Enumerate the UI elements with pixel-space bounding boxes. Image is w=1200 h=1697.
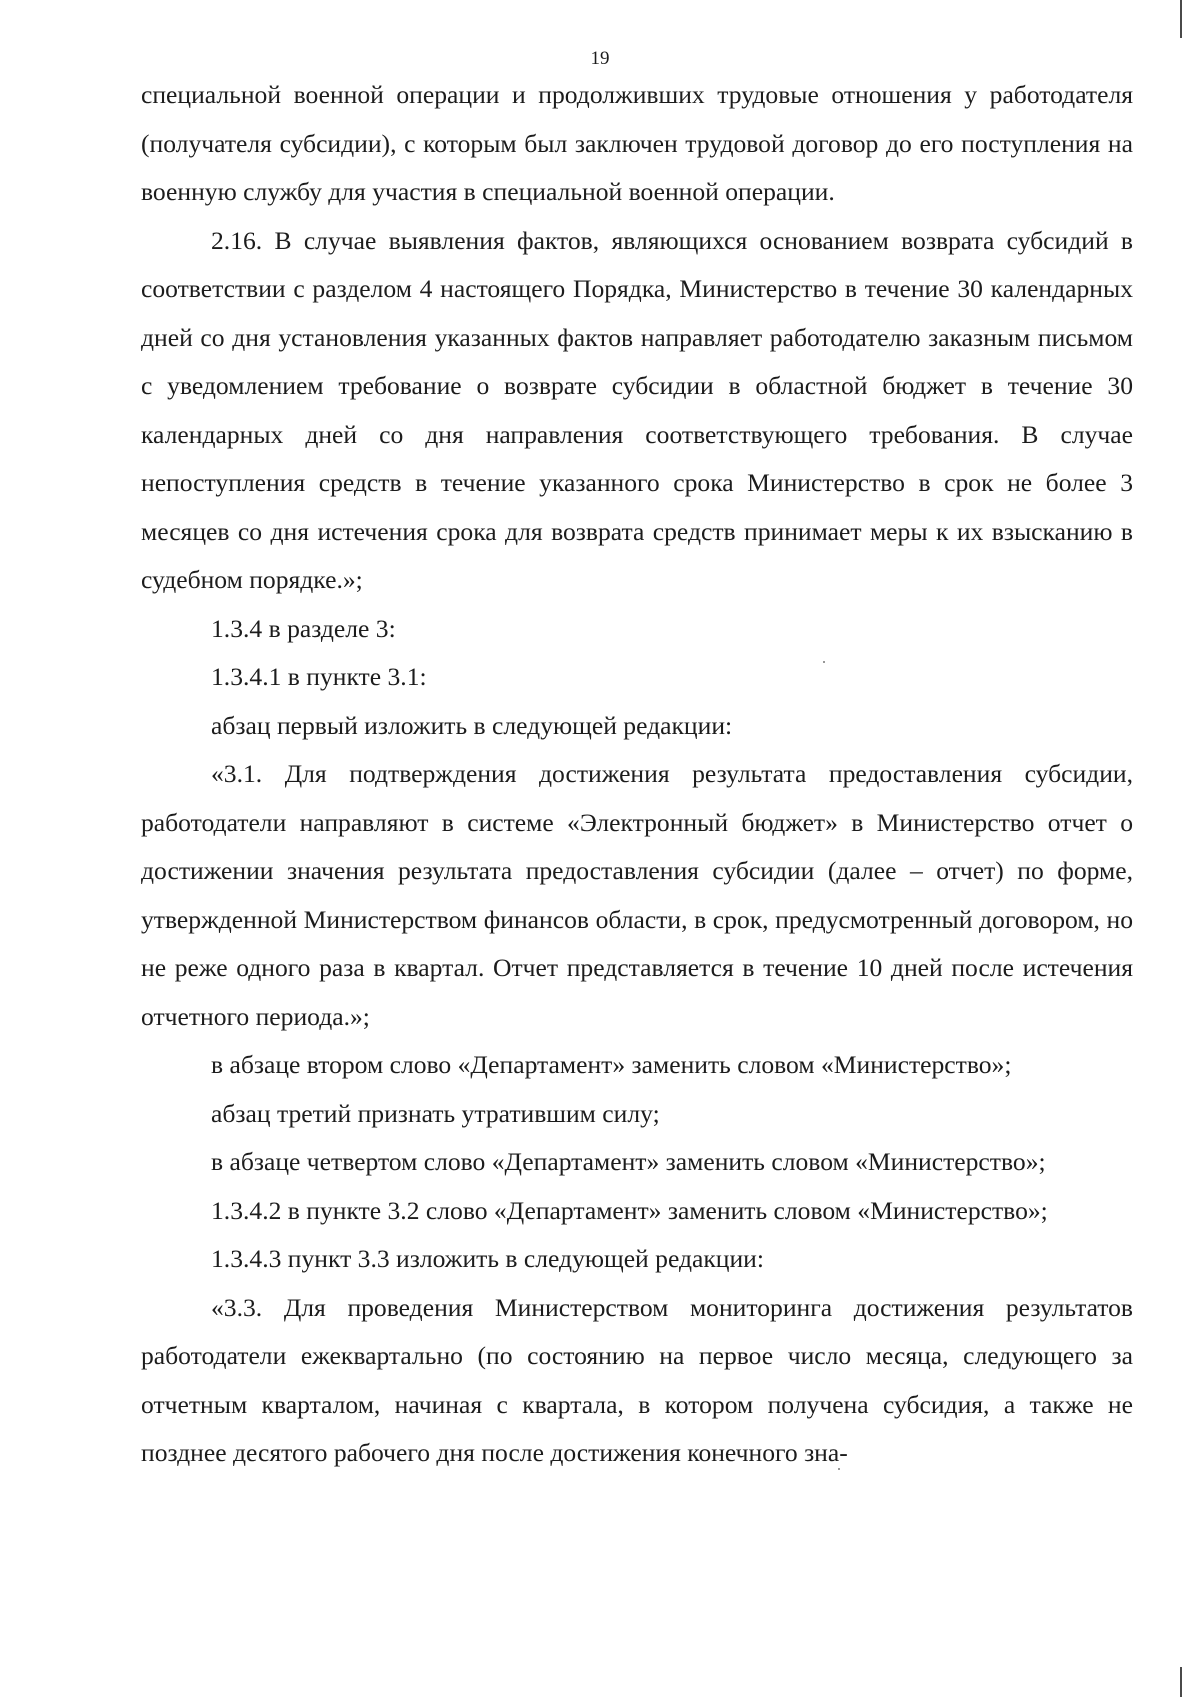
paragraph-3-1: «3.1. Для подтверждения достижения результата предоставления субсидии, работодатели направляют в системе «Электронный бюджет» в Министерство отчет о достижении значения результата предоставления субсидии (далее – отчет) по форме, утвержденной Министерством финансов области, в срок, предусмотренный договором, но не реже одного раза в квартал. Отчет представляется в течение 10 дней после истечения отчетного периода.»; xyxy=(141,759,1133,1031)
paragraph-1-3-4-2: 1.3.4.2 в пункте 3.2 слово «Департамент» заменить словом «Министерство»; xyxy=(211,1195,1048,1225)
paragraph-1-3-4: 1.3.4 в разделе 3: xyxy=(211,613,396,643)
paragraph-1-3-4-1: 1.3.4.1 в пункте 3.1: xyxy=(211,662,427,691)
paragraph-second-abzac: в абзаце втором слово «Департамент» заменить словом «Министерство»; xyxy=(211,1050,1012,1079)
page-number: 19 xyxy=(590,48,610,69)
document-body xyxy=(141,71,1133,1478)
paragraph-fourth-abzac: в абзаце четвертом слово «Департамент» заменить словом «Министерство»; xyxy=(211,1147,1046,1176)
paragraph-3-3: «3.3. Для проведения Министерством мониторинга достижения результатов работодатели ежеквартально (по состоянию на первое число месяца, следующего за отчетным кварталом, начиная с квартала, в котором получена субсидия, а также не позднее десятого рабочего дня после достижения конечного зна- xyxy=(141,1292,1133,1467)
paragraph-1-3-4-3: 1.3.4.3 пункт 3.3 изложить в следующей редакции: xyxy=(211,1244,764,1273)
scan-edge-mark xyxy=(1180,0,1182,38)
paragraph-continuation: специальной военной операции и продолживших трудовые отношения у работодателя (получателя субсидии), с которым был заключен трудовой договор до его поступления на военную службу для участия в специальной военной операции. xyxy=(141,80,1133,206)
scan-edge-mark xyxy=(1180,1667,1182,1697)
paragraph-first-abzac: абзац первый изложить в следующей редакции: xyxy=(211,710,733,740)
paragraph-third-abzac: абзац третий признать утратившим силу; xyxy=(211,1098,660,1128)
paragraph-2-16: 2.16. В случае выявления фактов, являющихся основанием возврата субсидий в соответствии с разделом 4 настоящего Порядка, Министерство в течение 30 календарных дней со дня установления указанных фактов направляет работодателю заказным письмом с уведомлением требование о возврате субсидии в областной бюджет в течение 30 календарных дней со дня направления соответствующего требования. В случае непоступления средств в течение указанного срока Министерство в срок не более 3 месяцев со дня истечения срока для возврата средств принимает меры к их взысканию в судебном порядке.»; xyxy=(141,225,1133,594)
